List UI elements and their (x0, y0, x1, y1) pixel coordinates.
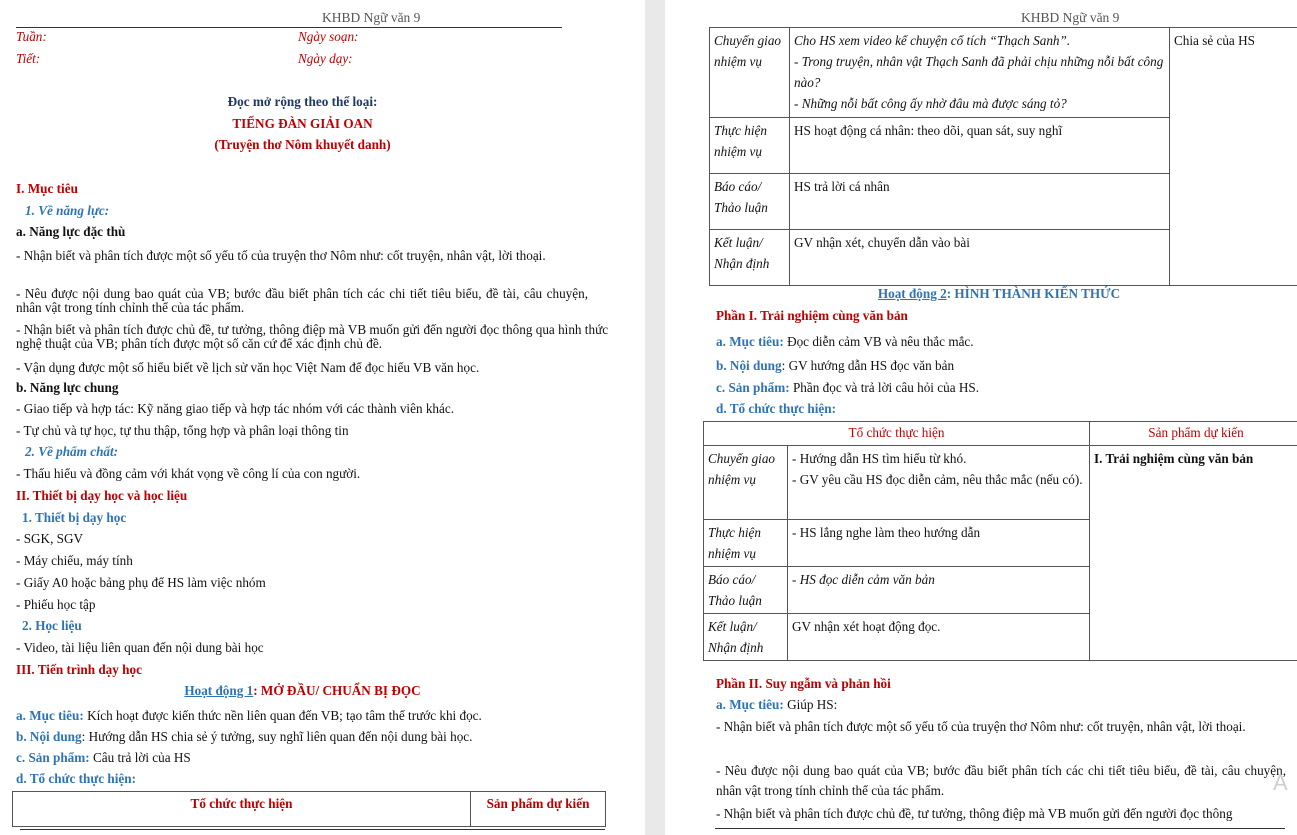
product-line (716, 380, 979, 396)
row-label: Thực hiện nhiệm vụ (704, 520, 788, 567)
subsection-materials: 2. Học liệu (22, 618, 82, 633)
task-line: - GV yêu cầu HS đọc diễn cảm, nêu thắc mắc (nếu có). (792, 472, 1083, 487)
label-objective: a. Mục tiêu: (716, 697, 784, 712)
lesson-title: TIẾNG ĐÀN GIẢI OAN (232, 116, 373, 131)
task-cell (788, 446, 1090, 520)
objective-item: - Nhận biết và phân tích được chủ đề, tư tưởng, thông điệp mà VB muốn gửi đến người đọc thông (716, 806, 1233, 821)
page-bottom-rule (715, 828, 1285, 829)
objective-item: - Nêu được nội dung bao quát của VB; bước đầu biết phân tích các chi tiết tiêu biểu, đề tài, câu chuyện, nhân vật trong tính chỉnh thể của tác phẩm. (16, 286, 588, 315)
task-cell: HS trả lời cá nhân (790, 174, 1170, 230)
product-text: Phần đọc và trả lời câu hỏi của HS. (789, 380, 980, 395)
activity-1-label: Hoạt động 1 (184, 683, 254, 698)
table-header-product: Sản phẩm dự kiến (471, 792, 606, 827)
subsection-quality: 2. Về phẩm chất: (25, 444, 119, 459)
label-content: b. Nội dung (716, 358, 782, 373)
task-line: - Những nỗi bất công ấy nhờ đâu mà được sáng tỏ? (794, 96, 1067, 111)
section-equipment: II. Thiết bị dạy học và học liệu (16, 488, 188, 503)
task-line: - Trong truyện, nhân vật Thạch Sanh đã phải chịu những nỗi bất công nào? (794, 54, 1164, 90)
label-objective: a. Mục tiêu: (716, 334, 784, 349)
task-cell: GV nhận xét hoạt động đọc. (788, 614, 1090, 661)
product-cell: Chia sẻ của HS (1170, 28, 1297, 286)
task-cell (790, 28, 1170, 118)
equipment-item: - SGK, SGV (16, 531, 84, 546)
label-product: c. Sản phẩm: (16, 750, 90, 765)
table-header-organize: Tổ chức thực hiện (704, 422, 1090, 446)
activity-1-table-continued (709, 27, 1297, 286)
week-field: Tuần: (16, 29, 47, 44)
objective-item: - Thấu hiểu và đồng cảm với khát vọng về công lí của con người. (16, 466, 361, 481)
page-bottom-rule (20, 829, 605, 830)
objective-text: Giúp HS: (783, 697, 838, 712)
objective-text: Kích hoạt được kiến thức nền liên quan đến VB; tạo tâm thế trước khi đọc. (83, 708, 482, 723)
objective-line (16, 708, 482, 724)
prep-date-field: Ngày soạn: (298, 29, 359, 44)
label-objective: a. Mục tiêu: (16, 708, 84, 723)
subsection-specific: a. Năng lực đặc thù (16, 224, 126, 239)
task-cell: - HS lắng nghe làm theo hướng dẫn (788, 520, 1090, 567)
page-gutter (645, 0, 665, 835)
section-objectives: I. Mục tiêu (16, 181, 78, 196)
label-organize: d. Tổ chức thực hiện: (716, 401, 836, 416)
activity-1-table (12, 791, 606, 827)
objective-item: - Nhận biết và phân tích được một số yếu tố của truyện thơ Nôm như: cốt truyện, nhân vật, lời thoại. (16, 248, 546, 263)
row-label: Báo cáo/ Thảo luận (710, 174, 790, 230)
objective-line (716, 697, 837, 713)
row-label: Kết luận/ Nhận định (704, 614, 788, 661)
objective-item: - Tự chủ và tự học, tự thu thập, tổng hợp và phân loại thông tin (16, 423, 349, 438)
subsection-devices: 1. Thiết bị dạy học (22, 510, 127, 525)
objective-item: - Giao tiếp và hợp tác: Kỹ năng giao tiếp và hợp tác nhóm với các thành viên khác. (16, 401, 455, 416)
lesson-heading: Đọc mở rộng theo thể loại: (227, 94, 378, 109)
objective-text: Đọc diễn cảm VB và nêu thắc mắc. (783, 334, 974, 349)
section-process: III. Tiến trình dạy học (16, 662, 142, 677)
label-content: b. Nội dung (16, 729, 82, 744)
task-cell: GV nhận xét, chuyển dẫn vào bài (790, 230, 1170, 286)
equipment-item: - Máy chiếu, máy tính (16, 553, 133, 568)
part-2-heading: Phần II. Suy ngẫm và phản hồi (716, 676, 891, 691)
content-text: : Hướng dẫn HS chia sẻ ý tưởng, suy nghĩ liên quan đến nội dung bài học. (81, 729, 473, 744)
task-line: Cho HS xem video kể chuyện cổ tích “Thạch Sanh”. (794, 33, 1071, 48)
label-product: c. Sản phẩm: (716, 380, 790, 395)
activity-2-label: Hoạt động 2 (877, 286, 947, 301)
row-label: Chuyển giao nhiệm vụ (710, 28, 790, 118)
equipment-item: - Phiếu học tập (16, 597, 96, 612)
part-1-heading: Phần I. Trải nghiệm cùng văn bản (716, 308, 908, 323)
task-line: - Hướng dẫn HS tìm hiểu từ khó. (792, 451, 967, 466)
row-label: Chuyển giao nhiệm vụ (704, 446, 788, 520)
objective-item: - Nêu được nội dung bao quát của VB; bước đầu biết phân tích các chi tiết tiêu biểu, đề tài, câu chuyện, nhân vật trong tính chỉnh thể của tác phẩm. (716, 763, 1286, 798)
product-text: Câu trả lời của HS (89, 750, 191, 765)
activity-1-heading (0, 683, 605, 699)
lesson-subtitle: (Truyện thơ Nôm khuyết danh) (214, 137, 391, 152)
activity-2-heading (699, 286, 1297, 302)
row-label: Kết luận/ Nhận định (710, 230, 790, 286)
subsection-general: b. Năng lực chung (16, 380, 119, 395)
page-header: KHBD Ngữ văn 9 (1021, 10, 1120, 25)
subsection-competence: 1. Về năng lực: (25, 203, 110, 218)
content-line (716, 358, 954, 374)
document-page-1 (0, 0, 645, 835)
activity-2-table (703, 421, 1297, 661)
objective-item: - Nhận biết và phân tích được chủ đề, tư tưởng, thông điệp mà VB muốn gửi đến người đọc thông qua hình thức nghệ thuật của VB; phân tích được một số căn cứ để xác định chủ đề. (16, 322, 609, 351)
teach-date-field: Ngày dạy: (298, 51, 353, 66)
objective-item: - Nhận biết và phân tích được một số yếu tố của truyện thơ Nôm như: cốt truyện, nhân vật, lời thoại. (716, 719, 1246, 734)
content-line (16, 729, 472, 745)
product-cell: I. Trải nghiệm cùng văn bản (1090, 446, 1297, 661)
header-rule (16, 27, 562, 28)
row-label: Báo cáo/ Thảo luận (704, 567, 788, 614)
page-header: KHBD Ngữ văn 9 (322, 10, 421, 25)
material-item: - Video, tài liệu liên quan đến nội dung bài học (16, 640, 264, 655)
equipment-item: - Giấy A0 hoặc bảng phụ để HS làm việc nhóm (16, 575, 266, 590)
activation-watermark: A (1273, 770, 1288, 795)
table-header-organize: Tổ chức thực hiện (13, 792, 471, 827)
table-header-product: Sản phẩm dự kiến (1090, 422, 1297, 446)
activity-1-title: : MỞ ĐẦU/ CHUẨN BỊ ĐỌC (253, 683, 421, 698)
task-cell: HS hoạt động cá nhân: theo dõi, quan sát, suy nghĩ (790, 118, 1170, 174)
objective-item: - Vận dụng được một số hiểu biết về lịch sử văn học Việt Nam để đọc hiểu VB văn học. (16, 360, 480, 375)
period-field: Tiết: (16, 51, 41, 66)
objective-line (716, 334, 974, 350)
document-page-2 (665, 0, 1297, 835)
task-cell: - HS đọc diễn cảm văn bản (788, 567, 1090, 614)
row-label: Thực hiện nhiệm vụ (710, 118, 790, 174)
label-organize: d. Tổ chức thực hiện: (16, 771, 136, 786)
product-line (16, 750, 191, 766)
content-text: : GV hướng dẫn HS đọc văn bản (781, 358, 955, 373)
activity-2-title: : HÌNH THÀNH KIẾN THỨC (946, 286, 1121, 301)
